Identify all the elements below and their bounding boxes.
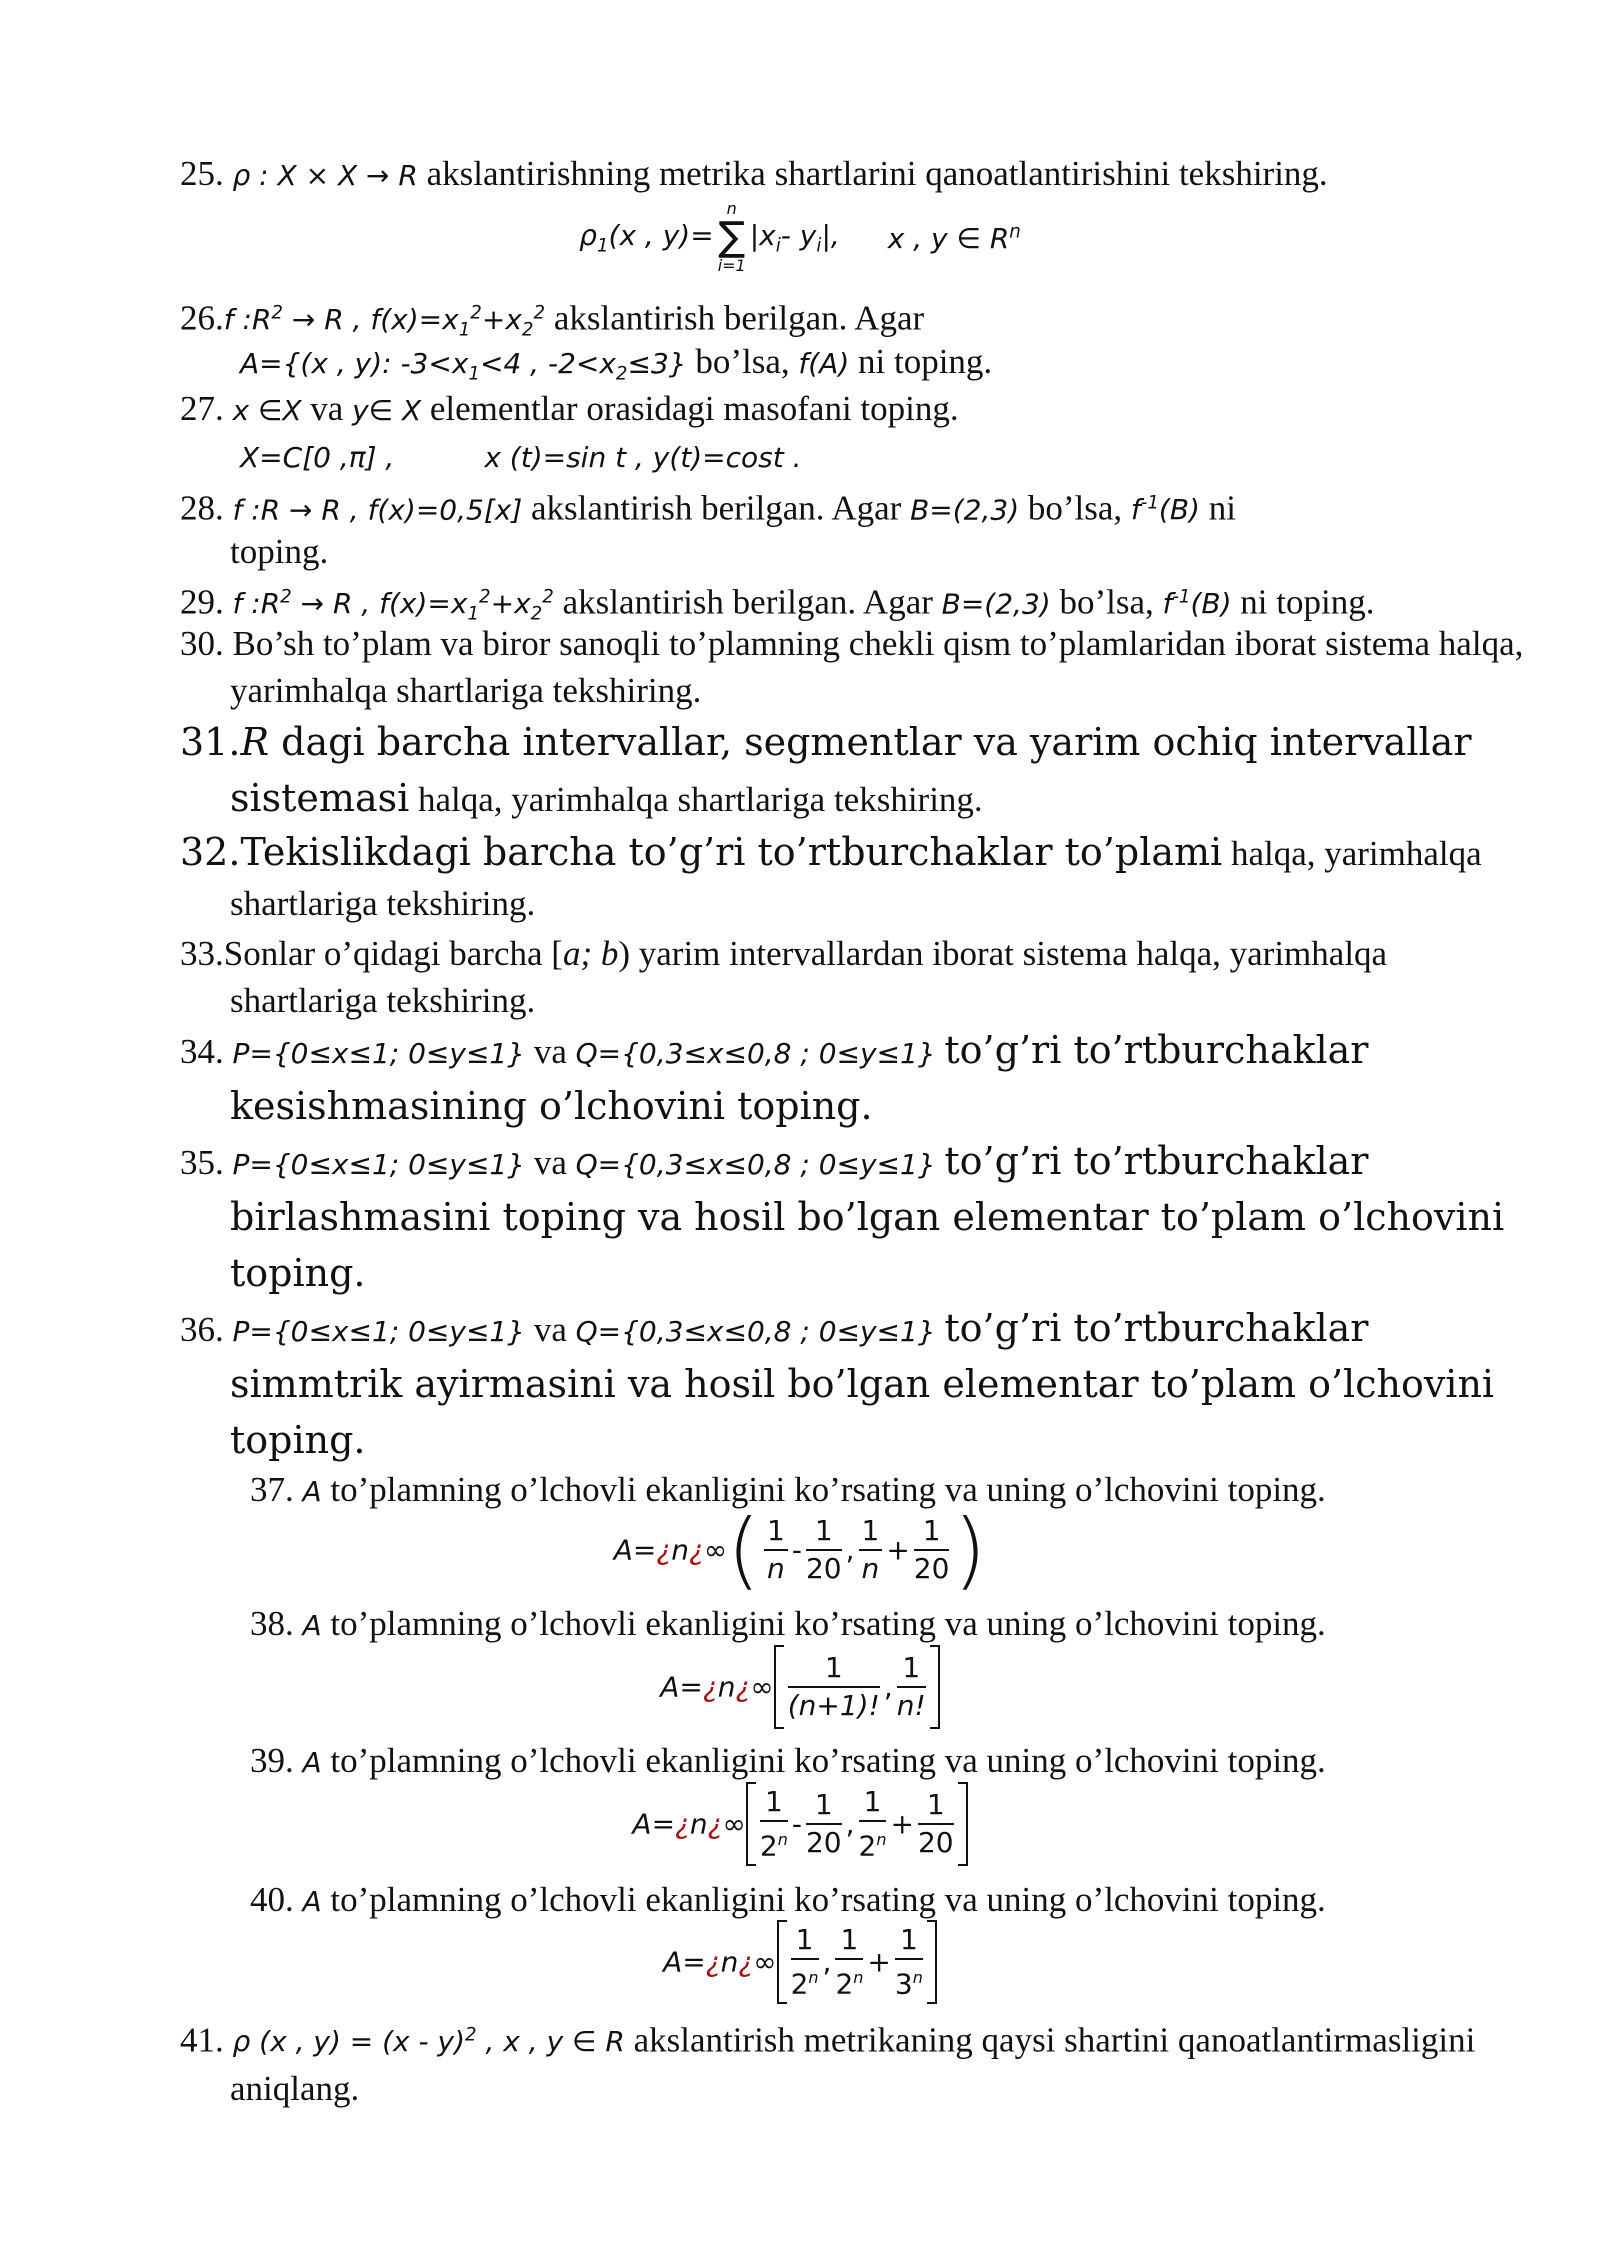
problem-number: 36. [180,1310,224,1349]
problem-number: 28. [180,488,224,528]
problem-text: akslantirish metrikaning qaysi shartini qanoatlantirmasligini aniqlang. [230,2020,1476,2109]
problem-32 [180,824,1530,927]
problem-text: to’g’ri to’rtburchaklar [944,1139,1369,1183]
problem-number: 31. [180,720,241,764]
formula-25: $\rho_1(x$ , y)= n ∑ i=1 $|x_i-$ $y_i|$, x , y ∈ $R^n$ [579,199,1021,275]
problem-29: 29. f $:R^2 \to R$ , $f(x)=x_1^2+x_2^2$ akslantirish berilgan. Agar B=(2,3) bo’lsa, $f^{-1}(B)$ ni toping. [180,582,1375,625]
problem-text: toping. [230,532,329,571]
problem-text: Bo’sh to’plam va biror sanoqli to’plamning chekli qism to’plamlaridan iborat sistema halqa, yarimhalqa shartlariga tekshiring. [230,624,1524,710]
conjunction: va [533,1310,567,1349]
problem-number: 39. [250,1741,294,1780]
problem-text: birlashmasini toping va hosil bo’lgan elementar to’plam o’lchovini toping. [230,1195,1505,1295]
problem-text: ni toping. [1240,582,1375,622]
problem-35: 35. P={0≤x≤1; 0≤y≤1} va Q={0,3≤x≤0,8 ; 0≤y≤1} to’g’ri to’rtburchaklar birlashmasini toping va hosil bo’lgan elementar to’plam o’lchovini toping. [180,1139,1505,1295]
problem-26-line2: A={(x , y): $-3<x_1<4$ , $-2<x_2\le 3$} bo’lsa, f(A) ni toping. [240,342,993,385]
set-symbol: A [302,1746,322,1779]
problem-33 [180,930,1530,1024]
problem-text: kesishmasining o’lchovini toping. [230,1084,873,1128]
set-symbol: A [302,1609,322,1642]
problem-text: bo’lsa, [1027,488,1123,528]
problem-28-line2 [230,528,1530,575]
problem-text: to’plamning o’lchovli ekanligini ko’rsating va uning o’lchovini toping. [330,1604,1326,1643]
conjunction: va [533,1143,567,1182]
problem-text: Tekislikdagi barcha to’g’ri to’rtburchaklar to’plami [240,830,1223,874]
problem-number: 35. [180,1143,224,1182]
problem-number: 41. [180,2020,224,2060]
problem-38 [250,1600,1550,1649]
problem-number: 37. [250,1470,294,1509]
conjunction: va [533,1032,567,1071]
problem-text: Sonlar o’qidagi barcha [ [223,934,563,973]
problem-text: bo’lsa, [1059,582,1154,622]
problem-26: 26.f $:R^2 \to R$ , $f(x)=x_1^2+x_2^2$ akslantirish berilgan. Agar [180,298,925,341]
problem-31: 31.R dagi barcha intervallar, segmentlar va yarim ochiq intervallar sistemasi halqa, yarimhalqa shartlariga tekshiring. [180,720,1472,820]
problem-number: 25. [180,154,224,193]
set-symbol: A [302,1885,322,1918]
problem-text: to’plamning o’lchovli ekanligini ko’rsating va uning o’lchovini toping. [330,1880,1326,1919]
problem-number: 27. [180,389,224,428]
problem-text: elementlar orasidagi masofani toping. [429,389,959,428]
problem-number: 26. [180,298,224,338]
problem-number: 32. [180,830,241,874]
problem-text: akslantirishning metrika shartlarini qanoatlantirishini tekshiring. [426,154,1328,193]
problem-34: 34. P={0≤x≤1; 0≤y≤1} va Q={0,3≤x≤0,8 ; 0≤y≤1} to’g’ri to’rtburchaklar kesishmasining o’lchovini toping. [180,1028,1369,1128]
problem-number: 33. [180,934,224,973]
problem-41: 41. ρ (x , y) = (x - y)$^2$ , x , y ∈ R akslantirish metrikaning qaysi shartini qanoatlantirmasligini aniqlang. [180,2020,1476,2109]
problem-27: 27. x ∈X va y∈ X elementlar orasidagi masofani toping. [180,389,959,428]
problem-28: 28. f :R → R , f(x)=0,5[x] akslantirish berilgan. Agar B=(2,3) bo’lsa, $f^{-1}(B)$ ni [180,488,1236,528]
problem-text: ) yarim intervallardan iborat sistema halqa, yarimhalqa shartlariga tekshiring. [230,934,1388,1020]
problem-text: ni [1208,488,1236,528]
formula-40: A=¿n¿∞ $\frac{1}{2^n}$ , $\frac{1}{2^n}$ + $\frac{1}{3^n}$ [0,1920,1600,2004]
formula-38: A=¿n¿∞ $\frac{1}{(n+1)!}$ , $\frac{1}{n!}$ [0,1645,1600,1729]
problem-text: halqa, yarimhalqa shartlariga tekshiring. [230,834,1482,923]
problem-text: va [310,389,344,428]
problem-text: akslantirish berilgan. Agar [553,298,925,338]
problem-text: halqa, yarimhalqa shartlariga tekshiring. [418,780,983,819]
problem-text: to’g’ri to’rtburchaklar [944,1306,1369,1350]
problem-text: akslantirish berilgan. Agar [562,582,933,622]
problem-text: ni toping. [858,342,993,381]
problem-30 [180,620,1530,714]
formula-37: A=¿n¿∞( $\frac{1}{n}$ - $\frac{1}{20}$ , $\frac{1}{n}$ + $\frac{1}{20}$ ) [613,1501,987,1599]
problem-text: bo’lsa, [695,342,790,381]
formula-domain: x , y ∈ R [887,221,1010,255]
problem-36: 36. P={0≤x≤1; 0≤y≤1} va Q={0,3≤x≤0,8 ; 0≤y≤1} to’g’ri to’rtburchaklar simmtrik ayirmasini va hosil bo’lgan elementar to’plam o’lchovini toping. [180,1306,1495,1462]
problem-number: 30. [180,624,224,663]
formula-inline: ρ : X × X → R [232,159,418,192]
problem-text: a; b [562,934,619,973]
problem-text: to’plamning o’lchovli ekanligini ko’rsating va uning o’lchovini toping. [330,1470,1326,1509]
formula-39: A=¿n¿∞ $\frac{1}{2^n}$ - $\frac{1}{20}$ , $\frac{1}{2^n}$ + $\frac{1}{20}$ [0,1782,1600,1866]
problem-27-line2: X=C[0 ,π] , x (t)=sin t , y(t)=cost . [240,441,802,474]
problem-39 [250,1737,1550,1786]
problem-number: 38. [250,1604,294,1643]
problem-text: to’plamning o’lchovli ekanligini ko’rsating va uning o’lchovini toping. [330,1741,1326,1780]
problem-text: akslantirish berilgan. Agar [531,488,902,528]
problem-number: 34. [180,1032,224,1071]
problem-number: 29. [180,582,224,622]
problem-37 [250,1466,1550,1515]
problem-40 [250,1876,1550,1925]
problem-text: simmtrik ayirmasini va hosil bo’lgan elementar to’plam o’lchovini toping. [230,1362,1495,1462]
problem-text: to’g’ri to’rtburchaklar [944,1028,1369,1072]
set-symbol: A [302,1475,322,1508]
problem-number: 40. [250,1880,294,1919]
problem-text: dagi barcha intervallar, segmentlar va yarim ochiq intervallar sistemasi [230,720,1472,820]
problem-25 [180,150,1480,199]
